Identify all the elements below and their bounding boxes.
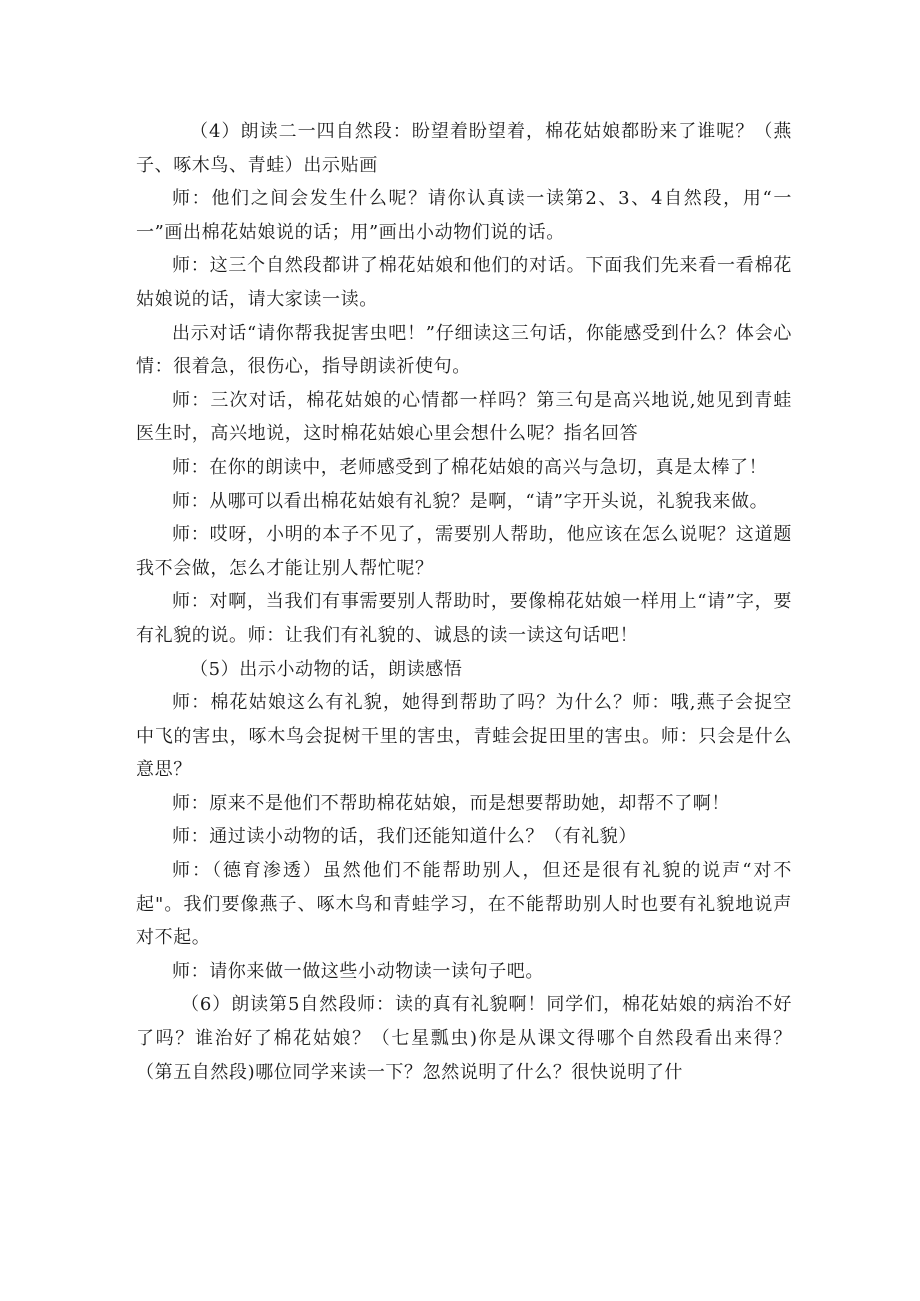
paragraph: 师：他们之间会发生什么呢？请你认真读一读第2、3、4自然段，用“一一”画出棉花姑娘说的话；用”画出小动物们说的话。 <box>136 188 792 243</box>
paragraph: （4）朗读二一四自然段：盼望着盼望着，棉花姑娘都盼来了谁呢？（燕子、啄木鸟、青蛙）出示贴画 <box>136 121 792 176</box>
paragraph: （5）出示小动物的话，朗读感悟 <box>190 658 463 680</box>
paragraph: 师：棉花姑娘这么有礼貌，她得到帮助了吗？为什么？师：哦,燕子会捉空中飞的害虫，啄木鸟会捉树干里的害虫，青蛙会捉田里的害虫。师：只会是什么意思？ <box>136 692 792 781</box>
paragraph: （6）朗读第5自然段师：读的真有礼貌啊！同学们，棉花姑娘的病治不好了吗？谁治好了棉花姑娘？（七星瓢虫)你是从课文得哪个自然段看出来得？（第五自然段)哪位同学来读一下？忽然说明了什么？很快说明了什 <box>136 994 792 1083</box>
paragraph: 师：哎呀，小明的本子不见了，需要别人帮助，他应该在怎么说呢？这道题我不会做，怎么才能让别人帮忙呢？ <box>136 524 792 579</box>
paragraph: 师：在你的朗读中，老师感受到了棉花姑娘的高兴与急切，真是太棒了！ <box>172 456 768 478</box>
paragraph: 师：对啊，当我们有事需要别人帮助时，要像棉花姑娘一样用上“请”字，要有礼貌的说。师：让我们有礼貌的、诚恳的读一读这句话吧！ <box>136 591 792 646</box>
paragraph: 师：通过读小动物的话，我们还能知道什么？（有礼貌） <box>172 826 637 848</box>
paragraph: 师：三次对话，棉花姑娘的心情都一样吗？第三句是高兴地说,她见到青蛙医生时，高兴地说，这时棉花姑娘心里会想什么呢？指名回答 <box>136 389 792 445</box>
document-body <box>136 115 792 1089</box>
paragraph: 师：从哪可以看出棉花姑娘有礼貌？是啊，“请”字开头说，礼貌我来做。 <box>172 490 769 512</box>
paragraph: 师：（德育渗透）虽然他们不能帮助别人，但还是很有礼貌的说声“对不起"。我们要像燕子、啄木鸟和青蛙学习，在不能帮助别人时也要有礼貌地说声对不起。 <box>136 860 792 949</box>
paragraph: 出示对话“请你帮我捉害虫吧！”仔细读这三句话，你能感受到什么？体会心情：很着急，很伤心，指导朗读祈使句。 <box>136 322 792 378</box>
paragraph: 师：请你来做一做这些小动物读一读句子吧。 <box>172 960 544 982</box>
paragraph: 师：这三个自然段都讲了棉花姑娘和他们的对话。下面我们先来看一看棉花姑娘说的话，请大家读一读。 <box>136 255 792 310</box>
paragraph: 师：原来不是他们不帮助棉花姑娘，而是想要帮助她，却帮不了啊！ <box>172 792 730 814</box>
